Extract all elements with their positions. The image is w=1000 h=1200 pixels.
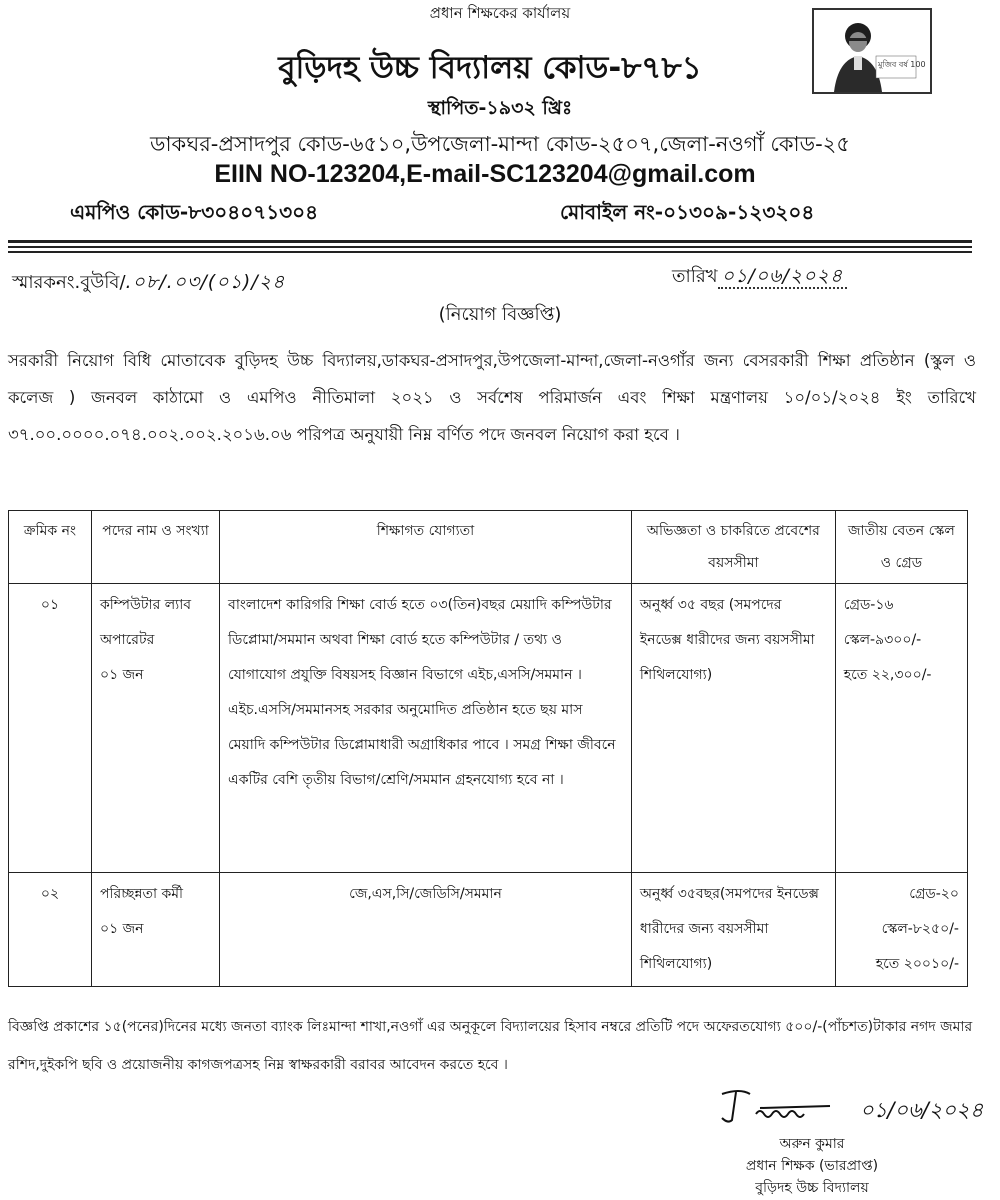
memo-number [12,268,285,300]
mpo-code: এমপিও কোড-৮৩০৪০৭১৩০৪ [70,200,319,224]
application-instructions: বিজ্ঞপ্তি প্রকাশের ১৫(পনের)দিনের মধ্যে জনতা ব্যাংক লিঃমান্দা শাখা,নওগাঁ এর অনুকূলে বিদ্যালয়ের হিসাব নম্বরে প্রতিটি পদে অফেরতযোগ্য ৫০০/-(পাঁচশত)টাকার নগদ জমার রশিদ,দুইকপি ছবি ও প্রয়োজনীয় কাগজপত্রসহ নিম্ন স্বাক্ষরকারী বরাবর আবেদন করতে হবে । [8,1019,973,1073]
education-text: বাংলাদেশ কারিগরি শিক্ষা বোর্ড হতে ০৩(তিন)বছর মেয়াদি কম্পিউটার ডিপ্লোমা/সমমান অথবা শিক্ষা বোর্ড হতে কম্পিউটার / তথ্য ও যোগাযোগ প্রযুক্তি বিষয়সহ বিজ্ঞান বিভাগে এইচ,এসসি/সমমান । [228,597,612,683]
header-post: পদের নাম ও সংখ্যা [91,511,219,584]
signature [710,1086,984,1126]
office-heading: প্রধান শিক্ষকের কার্যালয় [429,4,571,22]
logo-caption: মুজিব বর্ষ 100 [878,60,926,69]
header-serial: ক্রমিক নং [9,511,92,584]
scale: স্কেল-৯৩০০/- [843,632,922,648]
pay-cell [835,873,967,987]
signatory-name: অরুন কুমার [779,1136,845,1152]
header-divider [8,251,972,253]
education-note: এইচ.এসসি/সমমানসহ সরকার অনুমোদিত প্রতিষ্ঠান হতে ছয় মাস মেয়াদি কম্পিউটার ডিপ্লোমাধারী অগ্রাধিকার পাবে । সমগ্র শিক্ষা জীবনে একটির বেশি তৃতীয় বিভাগ/শ্রেণি/সমমান গ্রহনযোগ্য হবে না । [228,702,616,788]
school-name: বুড়িদহ উচ্চ বিদ্যালয় কোড-৮৭৮১ [278,50,702,86]
post-name: কম্পিউটার ল্যাব অপারেটর [99,597,192,648]
post-cell [91,873,219,987]
post-count: ০১ জন [99,667,144,683]
post-name: পরিচ্ছন্নতা কর্মী [99,886,184,902]
memo-date [672,262,847,294]
education-cell [220,584,632,873]
header-experience: অভিজ্ঞতা ও চাকরিতে প্রবেশের বয়সসীমা [631,511,835,584]
table-row [9,873,968,987]
table-row [9,584,968,873]
date-label: তারিখ [672,266,718,287]
scale-to: হতে ২০০১০/- [875,956,959,972]
memo-number-value: .০৮/.০৩/(০১)/২৪ [125,271,286,293]
education-text: জে,এস,সি/জেডিসি/সমমান [349,886,502,902]
signatory-designation: প্রধান শিক্ষক (ভারপ্রাপ্ত) [745,1158,879,1174]
portrait-logo-icon [814,10,930,92]
grade: গ্রেড-২০ [909,886,959,902]
scale: স্কেল-৮২৫০/- [881,921,959,937]
experience-cell: অনুর্ধ্ব ৩৫ বছর (সমপদের ইনডেক্স ধারীদের জন্য বয়সসীমা শিথিলযোগ্য) [631,584,835,873]
header-education: শিক্ষাগত যোগ্যতা [220,511,632,584]
scale-to: হতে ২২,৩০০/- [843,667,932,683]
notice-title: (নিয়োগ বিজ্ঞপ্তি) [438,304,562,325]
post-count: ০১ জন [99,921,144,937]
vacancy-table [8,510,968,987]
postal-address: ডাকঘর-প্রসাদপুর কোড-৬৫১০,উপজেলা-মান্দা কোড-২৫০৭,জেলা-নওগাঁ কোড-২৫ [150,132,850,156]
signatory-school: বুড়িদহ উচ্চ বিদ্যালয় [755,1180,869,1196]
grade: গ্রেড-১৬ [843,597,894,613]
date-value: ০১/০৬/২০২৪ [718,265,848,289]
signature-scribble-icon [710,1086,860,1126]
experience-cell: অনুর্ধ্ব ৩৫বছর(সমপদের ইনডেক্স ধারীদের জন্য বয়সসীমা শিথিলযোগ্য) [631,873,835,987]
memo-label: স্মারকনং.বুউবি/ [12,272,126,293]
established-line: স্থাপিত-১৯৩২ খ্রিঃ [427,97,573,119]
mujib-borsho-logo [812,8,932,94]
education-cell [220,873,632,987]
table-header-row [9,511,968,584]
mobile-number: মোবাইল নং-০১৩০৯-১২৩২০৪ [560,200,815,224]
signature-date: ০১/০৬/২০২৪ [860,1098,984,1122]
eiin-email-line: EIIN NO-123204,E-mail-SC123204@gmail.com [214,160,756,188]
intro-paragraph: সরকারী নিয়োগ বিধি মোতাবেক বুড়িদহ উচ্চ বিদ্যালয়,ডাকঘর-প্রসাদপুর,উপজেলা-মান্দা,জেলা-নওগাঁর জন্য বেসরকারী শিক্ষা প্রতিষ্ঠান (স্কুল ও কলেজ ) জনবল কাঠামো ও এমপিও নীতিমালা ২০২১ ও সর্বশেষ পরিমার্জন এবং শিক্ষা মন্ত্রণালয় ১০/০১/২০২৪ ইং তারিখে ৩৭.০০.০০০০.০৭৪.০০২.০০২.২০১৬.০৬ পরিপত্র অনুযায়ী নিম্ন বর্ণিত পদে জনবল নিয়োগ করা হবে । [8,351,976,444]
post-cell [91,584,219,873]
header-divider [8,246,972,248]
header-divider [8,240,972,243]
signatory-block [722,1133,902,1199]
serial-cell: ০১ [9,584,92,873]
header-pay-scale: জাতীয় বেতন স্কেল ও গ্রেড [835,511,967,584]
serial-cell: ০২ [9,873,92,987]
pay-cell [835,584,967,873]
